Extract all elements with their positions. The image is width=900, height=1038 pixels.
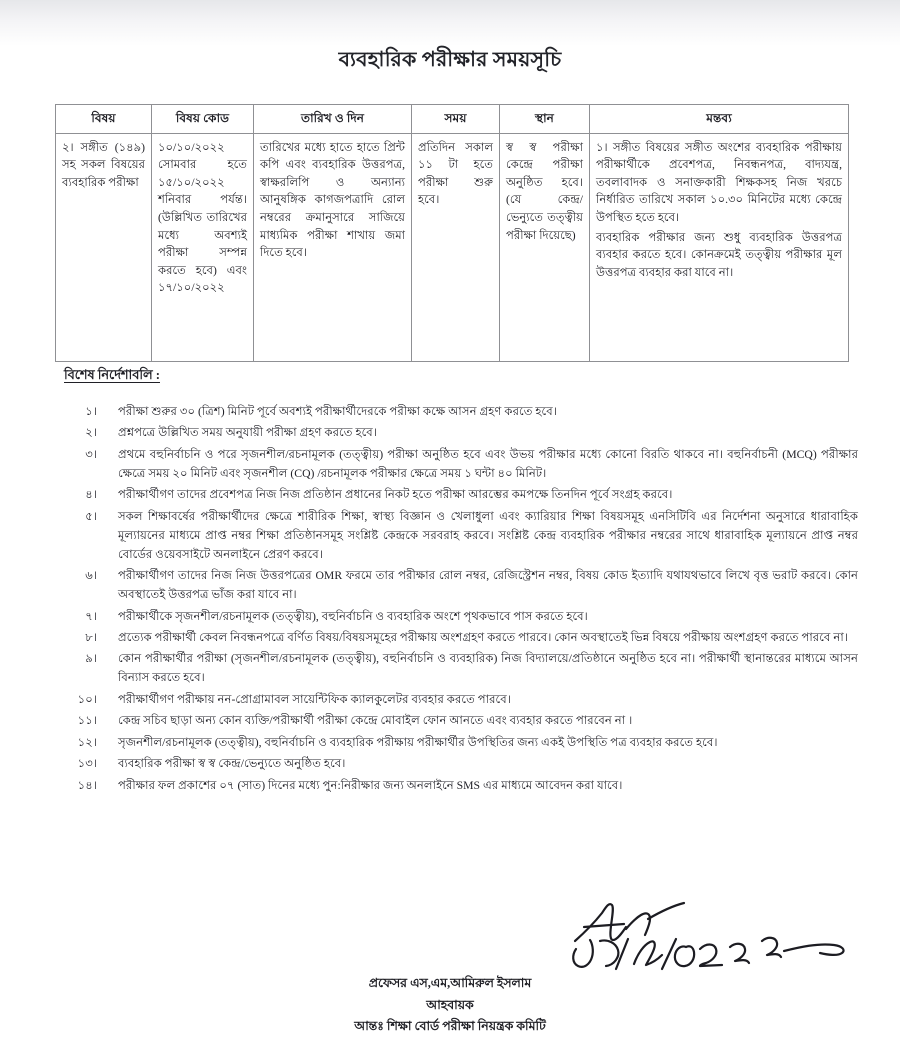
cell-date-day: তারিখের মধ্যে হাতে হাতে প্রিন্ট কপি এবং ব্যবহারিক উত্তরপত্র, স্বাক্ষরলিপি ও অন্যান্য আনুষঙ্গিক কাগজপত্রাদি রোল নম্বরের ক্রমানুসারে সাজিয়ে মাধ্যমিক পরীক্ষা শাখায় জমা দিতে হবে। [254,133,412,361]
instruction-text: কেন্দ্র সচিব ছাড়া অন্য কোন ব্যক্তি/পরীক্ষার্থী পরীক্ষা কেন্দ্রে মোবাইল ফোন আনতে এবং ব্যবহার করতে পারবেন না । [118,714,633,728]
instruction-number: ২। [85,426,97,440]
remark-paragraph-2: ব্যবহারিক পরীক্ষার জন্য শুধু ব্যবহারিক উত্তরপত্র ব্যবহার করতে হবে। কোনক্রমেই তত্ত্বীয় পরীক্ষার মূল উত্তরপত্র ব্যবহার করা যাবে না। [596,230,842,279]
instruction-text: কোন পরীক্ষার্থীর পরীক্ষা (সৃজনশীল/রচনামূলক (তত্ত্বীয়), বহুনির্বাচনি ও ব্যবহারিক) নিজ বিদ্যালয়ে/প্রতিষ্ঠানে অনুষ্ঠিত হবে না। পরীক্ষার্থী স্থানান্তরের মাধ্যমে আসন বিন্যাস করতে হবে। [118,652,858,685]
instruction-text: প্রথমে বহুনির্বাচনি ও পরে সৃজনশীল/রচনামূলক (তত্ত্বীয়) পরীক্ষা অনুষ্ঠিত হবে এবং উভয় পরীক্ষার মধ্যে কোনো বিরতি থাকবে না। বহুনির্বাচনী (MCQ) পরীক্ষার ক্ষেত্রে সময় ২০ মিনিট এবং সৃজনশীল (CQ) /রচনামূলক পরীক্ষার ক্ষেত্রে সময় ১ ঘন্টা ৪০ মিনিট। [118,447,858,480]
instruction-number: ১৪। [77,778,97,792]
instructions-heading: বিশেষ নির্দেশাবলি : [64,368,160,382]
instruction-number: ৮। [85,630,97,644]
instruction-item [58,403,858,422]
signature-text-lines [0,893,900,1038]
signatory-committee: আন্তঃ শিক্ষা বোর্ড পরীক্ষা নিয়ন্ত্রক কমিটি [354,1019,546,1034]
cell-place: স্ব স্ব পরীক্ষা কেন্দ্রে পরীক্ষা অনুষ্ঠিত হবে। (যে কেন্দ্র/ভেন্যুতে তত্ত্বীয় পরীক্ষা দিয়েছে) [500,133,590,361]
instruction-text: সৃজনশীল/রচনামূলক (তত্ত্বীয়), বহুনির্বাচনি ও ব্যবহারিক পরীক্ষায় পরীক্ষার্থীর উপস্থিতির জন্য একই উপস্থিতি পত্র ব্যবহার করতে হবে। [118,735,718,749]
signature-block [0,893,900,1038]
instruction-item [58,486,858,505]
column-header-subject-code: বিষয় কোড [152,105,254,134]
instruction-item [58,629,858,648]
column-header-time: সময় [412,105,500,134]
column-header-date-day: তারিখ ও দিন [254,105,412,134]
instruction-item [58,508,858,565]
remark-paragraph-1: ১। সঙ্গীত বিষয়ের সঙ্গীত অংশের ব্যবহারিক পরীক্ষায় পরীক্ষার্থীকে প্রবেশপত্র, নিবন্ধনপত্র, বাদ্যযন্ত্র, তবলাবাদক ও সনাক্তকারী শিক্ষকসহ নিজ খরচে নির্ধারিত তারিখে সকাল ১০.৩০ মিনিটের মধ্যে কেন্দ্রে উপস্থিত হতে হবে। [596,140,842,224]
instruction-number: ১১। [77,714,97,728]
instruction-text: পরীক্ষার্থীকে সৃজনশীল/রচনামূলক (তত্ত্বীয়), বহুনির্বাচনি ও ব্যবহারিক অংশে পৃথকভাবে পাস করতে হবে। [118,609,588,623]
instruction-item [58,650,858,688]
column-header-remarks: মন্তব্য [590,105,849,134]
instruction-item [58,755,858,774]
column-header-subject: বিষয় [56,105,152,134]
instruction-text: প্রশ্নপত্রে উল্লিখিত সময় অনুযায়ী পরীক্ষা গ্রহণ করতে হবে। [118,426,377,440]
instruction-number: ১২। [77,735,97,749]
signatory-designation: আহবায়ক [426,997,474,1012]
cell-remarks [590,133,849,361]
instruction-item [58,734,858,753]
instruction-number: ১৩। [77,757,97,771]
table-header-row [56,105,849,134]
instruction-text: পরীক্ষা শুরুর ৩০ (ত্রিশ) মিনিট পূর্বে অবশ্যই পরীক্ষার্থীদেরকে পরীক্ষা কক্ষে আসন গ্রহণ করতে হবে। [118,405,557,418]
instructions-list [58,403,858,796]
table-row [56,133,849,361]
instruction-number: ৯। [85,652,97,666]
page-title: ব্যবহারিক পরীক্ষার সময়সূচি [338,49,562,71]
instruction-text: পরীক্ষার্থীগণ পরীক্ষায় নন-প্রোগ্রামাবল সায়েন্টিফিক ক্যালকুলেটর ব্যবহার করতে পারবে। [118,692,511,706]
instruction-item [58,567,858,605]
column-header-place: স্থান [500,105,590,134]
instruction-number: ৭। [85,609,97,623]
instruction-item [58,712,858,731]
cell-subject: ২। সঙ্গীত (১৪৯) সহ সকল বিষয়ের ব্যবহারিক পরীক্ষা [56,133,152,361]
instruction-item [58,424,858,443]
instruction-text: পরীক্ষার ফল প্রকাশের ০৭ (সাত) দিনের মধ্যে পুন:নিরীক্ষার জন্য অনলাইনে SMS এর মাধ্যমে আবেদন করা যাবে। [118,778,623,792]
instruction-item [58,691,858,710]
instruction-text: সকল শিক্ষাবর্ষের পরীক্ষার্থীদের ক্ষেত্রে শারীরিক শিক্ষা, স্বাস্থ্য বিজ্ঞান ও খেলাধুলা এবং ক্যারিয়ার শিক্ষা বিষয়সমূহ এনসিটিবি এর নির্দেশনা অনুসারে ধারাবাহিক মূল্যায়নের মাধ্যমে প্রাপ্ত নম্বর শিক্ষা প্রতিষ্ঠানসমূহ সংশ্লিষ্ট কেন্দ্রকে সরবরাহ করবে। সংশ্লিষ্ট কেন্দ্র ব্যবহারিক পরীক্ষার নম্বরের সাথে ধারাবাহিক মূল্যায়নে প্রাপ্ত নম্বর বোর্ডের ওয়েবসাইটে অনলাইনে প্রেরণ করবে। [118,509,858,561]
instruction-number: ৫। [85,509,97,523]
special-instructions-section [58,366,858,798]
instruction-number: ৩। [85,447,97,461]
instruction-item [58,608,858,627]
instruction-number: ৬। [85,569,97,583]
instruction-text: পরীক্ষার্থীগণ তাদের প্রবেশপত্র নিজ নিজ প্রতিষ্ঠান প্রধানের নিকট হতে পরীক্ষা আরম্ভের কমপক্ষে তিনদিন পূর্বে সংগ্রহ করবে। [118,488,673,502]
instruction-text: প্রত্যেক পরীক্ষার্থী কেবল নিবন্ধনপত্রে বর্ণিত বিষয়/বিষয়সমূহের পরীক্ষায় অংশগ্রহণ করতে পারবে। কোন অবস্থাতেই ভিন্ন বিষয়ে পরীক্ষায় অংশগ্রহণ করতে পারবে না। [118,630,848,644]
instruction-text: ব্যবহারিক পরীক্ষা স্ব স্ব কেন্দ্র/ভেন্যুতে অনুষ্ঠিত হবে। [118,757,346,771]
instruction-item [58,446,858,484]
cell-time: প্রতিদিন সকাল ১১ টা হতে পরীক্ষা শুরু হবে। [412,133,500,361]
instruction-number: ১০। [77,692,97,706]
instruction-item [58,777,858,796]
cell-subject-code: ১০/১০/২০২২ সোমবার হতে ১৫/১০/২০২২ শনিবার পর্যন্ত। (উল্লিখিত তারিখের মধ্যে অবশ্যই পরীক্ষা সম্পন্ন করতে হবে) এবং ১৭/১০/২০২২ [152,133,254,361]
exam-schedule-table [55,104,849,362]
instruction-text: পরীক্ষার্থীগণ তাদের নিজ নিজ উত্তরপত্রের OMR ফরমে তার পরীক্ষার রোল নম্বর, রেজিস্ট্রেশন নম্বর, বিষয় কোড ইত্যাদি যথাযথভাবে লিখে বৃত্ত ভরাট করবে। কোন অবস্থাতেই উত্তরপত্র ভাঁজ করা যাবে না। [118,569,858,602]
signatory-name: প্রফেসর এস,এম,আমিরুল ইসলাম [368,976,532,990]
instruction-number: ৪। [85,488,97,502]
instruction-number: ১। [85,405,97,418]
